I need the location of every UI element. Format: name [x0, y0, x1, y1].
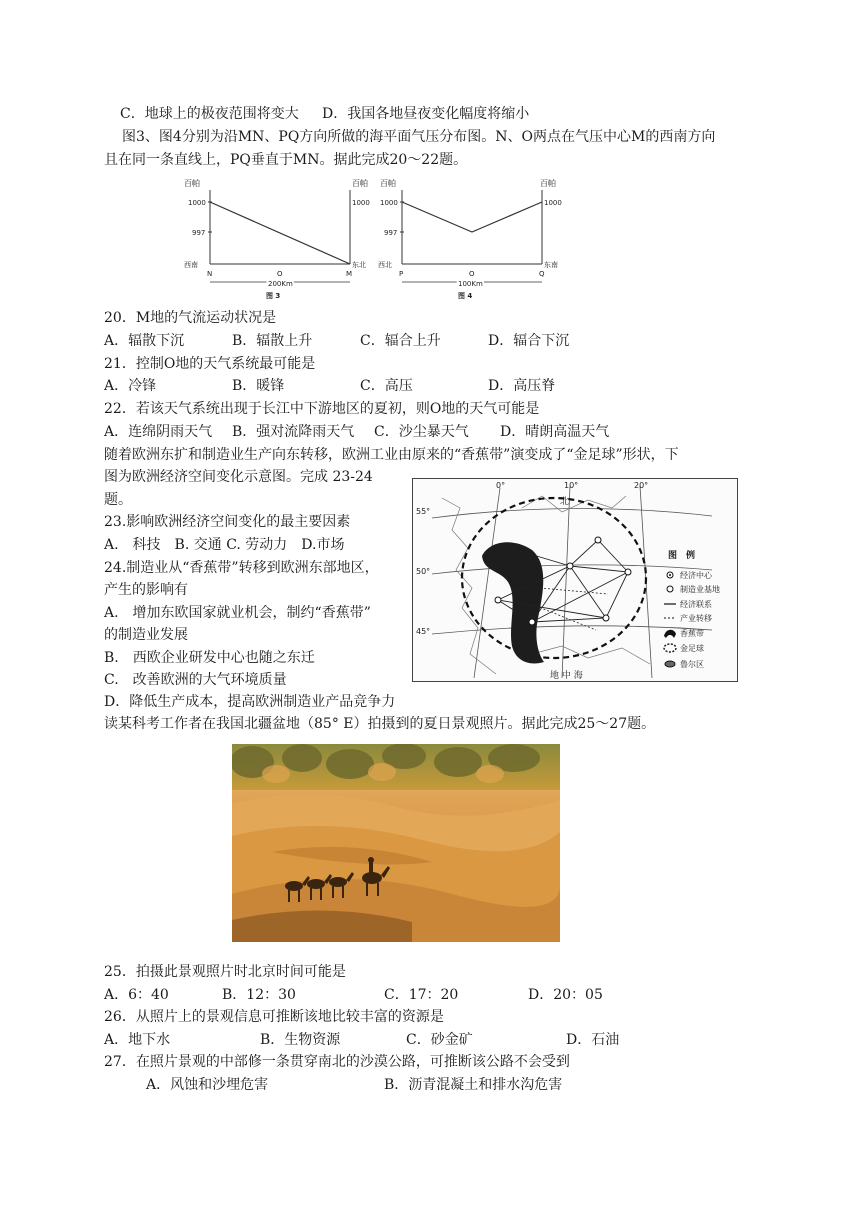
- q21-option-a: A．冷锋: [104, 378, 157, 394]
- q27-option-a: A．风蚀和沙埋危害: [146, 1077, 269, 1093]
- fig4-tick-997: 997: [384, 229, 398, 237]
- desert-camel-photo: [232, 744, 560, 942]
- fig3-point-m: M: [346, 270, 353, 278]
- legend-banana-belt: 香蕉带: [680, 629, 704, 638]
- q21-option-b: B．暖锋: [232, 378, 285, 394]
- figure-4-pressure-chart: [376, 176, 566, 300]
- fig4-caption: 图 4: [458, 292, 473, 300]
- europe-economic-space-map: [412, 478, 738, 682]
- fig3-pressure-line: [210, 202, 350, 264]
- intro-25-27: 读某科考工作者在我国北疆盆地（85° E）拍摄到的夏日景观照片。据此完成25～27题。: [104, 716, 656, 732]
- q26-stem: 26．从照片上的景观信息可推断该地比较丰富的资源是: [104, 1009, 444, 1025]
- fig4-tick-1000: 1000: [380, 199, 398, 207]
- fig3-caption: 图 3: [266, 292, 281, 300]
- legend-title: 图 例: [668, 551, 696, 561]
- map-lat-50: 50°: [416, 567, 431, 576]
- legend-ruhr: 鲁尔区: [680, 660, 704, 669]
- map-lat-45: 45°: [416, 627, 431, 636]
- intro-23-24-line3: 题。: [104, 492, 132, 508]
- q27-stem: 27．在照片景观的中部修一条贯穿南北的沙漠公路，可推断该公路不会受到: [104, 1054, 570, 1070]
- map-lon-0: 0°: [496, 481, 506, 490]
- q20-stem: 20．M地的气流运动状况是: [104, 310, 277, 326]
- legend-economic-link: 经济联系: [680, 600, 712, 609]
- q25-option-b: B．12：30: [222, 987, 296, 1003]
- legend-industry-transfer: 产业转移: [680, 614, 712, 623]
- q22-option-b: B．强对流降雨天气: [232, 424, 355, 440]
- q25-option-a: A．6：40: [104, 987, 169, 1003]
- q20-option-b: B．辐散上升: [232, 333, 313, 349]
- q24-option-a-line1: A. 增加东欧国家就业机会，制约“香蕉带”: [104, 605, 371, 621]
- intro-20-22-line1: 图3、图4分别为沿MN、PQ方向所做的海平面气压分布图。N、O两点在气压中心M的西南方向: [122, 129, 716, 145]
- fig3-dir-right: 东北: [352, 261, 366, 269]
- intro-23-24-line2: 图为欧洲经济空间变化示意图。完成 23-24: [104, 469, 373, 485]
- q25-option-c: C．17：20: [384, 987, 459, 1003]
- fig4-unit-left: 百帕: [380, 179, 396, 188]
- map-lon-10: 10°: [564, 481, 579, 490]
- legend-golden-football: 金足球: [680, 644, 704, 653]
- q24-option-c: C. 改善欧洲的大气环境质量: [104, 672, 287, 688]
- map-mediterranean-label: 地 中 海: [550, 671, 583, 681]
- fig3-unit-right: 百帕: [352, 179, 368, 188]
- fig3-unit-left: 百帕: [184, 179, 200, 188]
- fig4-point-p: P: [399, 270, 404, 278]
- q26-option-d: D．石油: [566, 1032, 620, 1048]
- legend-manufacturing-base: 制造业基地: [680, 585, 720, 594]
- fig3-tick-1000-right: 1000: [352, 199, 370, 207]
- fig4-dir-right: 东南: [544, 261, 558, 269]
- q21-stem: 21．控制O地的天气系统最可能是: [104, 356, 316, 372]
- fig4-tick-1000-right: 1000: [544, 199, 562, 207]
- q23-options: A. 科技 B. 交通 C. 劳动力 D.市场: [104, 537, 345, 553]
- q22-option-a: A．连绵阴雨天气: [104, 424, 213, 440]
- fig4-distance: 100Km: [458, 280, 483, 288]
- fig4-dir-left: 西北: [378, 261, 392, 269]
- fig3-point-o: O: [277, 270, 283, 278]
- intro-20-22-line2: 且在同一条直线上，PQ垂直于MN。据此完成20～22题。: [104, 152, 468, 168]
- q24-stem-line1: 24.制造业从“香蕉带”转移到欧洲东部地区，: [104, 560, 379, 576]
- q20-option-a: A．辐散下沉: [104, 333, 185, 349]
- figure-3-pressure-chart: [180, 176, 370, 300]
- fig3-point-n: N: [207, 270, 213, 278]
- fig4-pressure-line: [402, 202, 542, 232]
- q25-option-d: D．20：05: [528, 987, 603, 1003]
- fig3-tick-997: 997: [192, 229, 206, 237]
- map-lat-55: 55°: [416, 507, 431, 516]
- fig4-point-o: O: [469, 270, 475, 278]
- q24-option-d: D．降低生产成本，提高欧洲制造业产品竞争力: [104, 694, 396, 710]
- q21-option-d: D．高压脊: [488, 378, 556, 394]
- q26-option-a: A．地下水: [104, 1032, 171, 1048]
- q22-stem: 22．若该天气系统出现于长江中下游地区的夏初，则O地的天气可能是: [104, 401, 540, 417]
- q19-option-d: D．我国各地昼夜变化幅度将缩小: [322, 106, 530, 122]
- map-north-sea-label: 北: [560, 497, 570, 507]
- q21-option-c: C．高压: [360, 378, 413, 394]
- q22-option-d: D．晴朗高温天气: [500, 424, 610, 440]
- q24-option-a-line2: 的制造业发展: [104, 627, 188, 643]
- fig3-tick-1000: 1000: [188, 199, 206, 207]
- fig4-unit-right: 百帕: [540, 179, 556, 188]
- q27-option-b: B．沥青混凝土和排水沟危害: [384, 1077, 563, 1093]
- q26-option-b: B．生物资源: [260, 1032, 341, 1048]
- fig3-distance: 200Km: [268, 280, 293, 288]
- q19-option-c: C．地球上的极夜范围将变大: [120, 106, 299, 122]
- fig3-dir-left: 西南: [184, 261, 198, 269]
- intro-23-24-line1: 随着欧洲东扩和制造业生产向东转移，欧洲工业由原来的“香蕉带”演变成了“金足球”形状，下: [104, 447, 679, 463]
- map-lon-20: 20°: [634, 481, 649, 490]
- legend-economic-center: 经济中心: [680, 571, 712, 580]
- q24-option-b: B. 西欧企业研发中心也随之东迁: [104, 650, 315, 666]
- fig4-point-q: Q: [539, 270, 545, 278]
- q22-option-c: C．沙尘暴天气: [374, 424, 469, 440]
- q20-option-d: D．辐合下沉: [488, 333, 570, 349]
- q23-stem: 23.影响欧洲经济空间变化的最主要因素: [104, 514, 351, 530]
- q24-stem-line2: 产生的影响有: [104, 582, 188, 598]
- q20-option-c: C．辐合上升: [360, 333, 441, 349]
- q25-stem: 25．拍摄此景观照片时北京时间可能是: [104, 964, 346, 980]
- q26-option-c: C．砂金矿: [406, 1032, 473, 1048]
